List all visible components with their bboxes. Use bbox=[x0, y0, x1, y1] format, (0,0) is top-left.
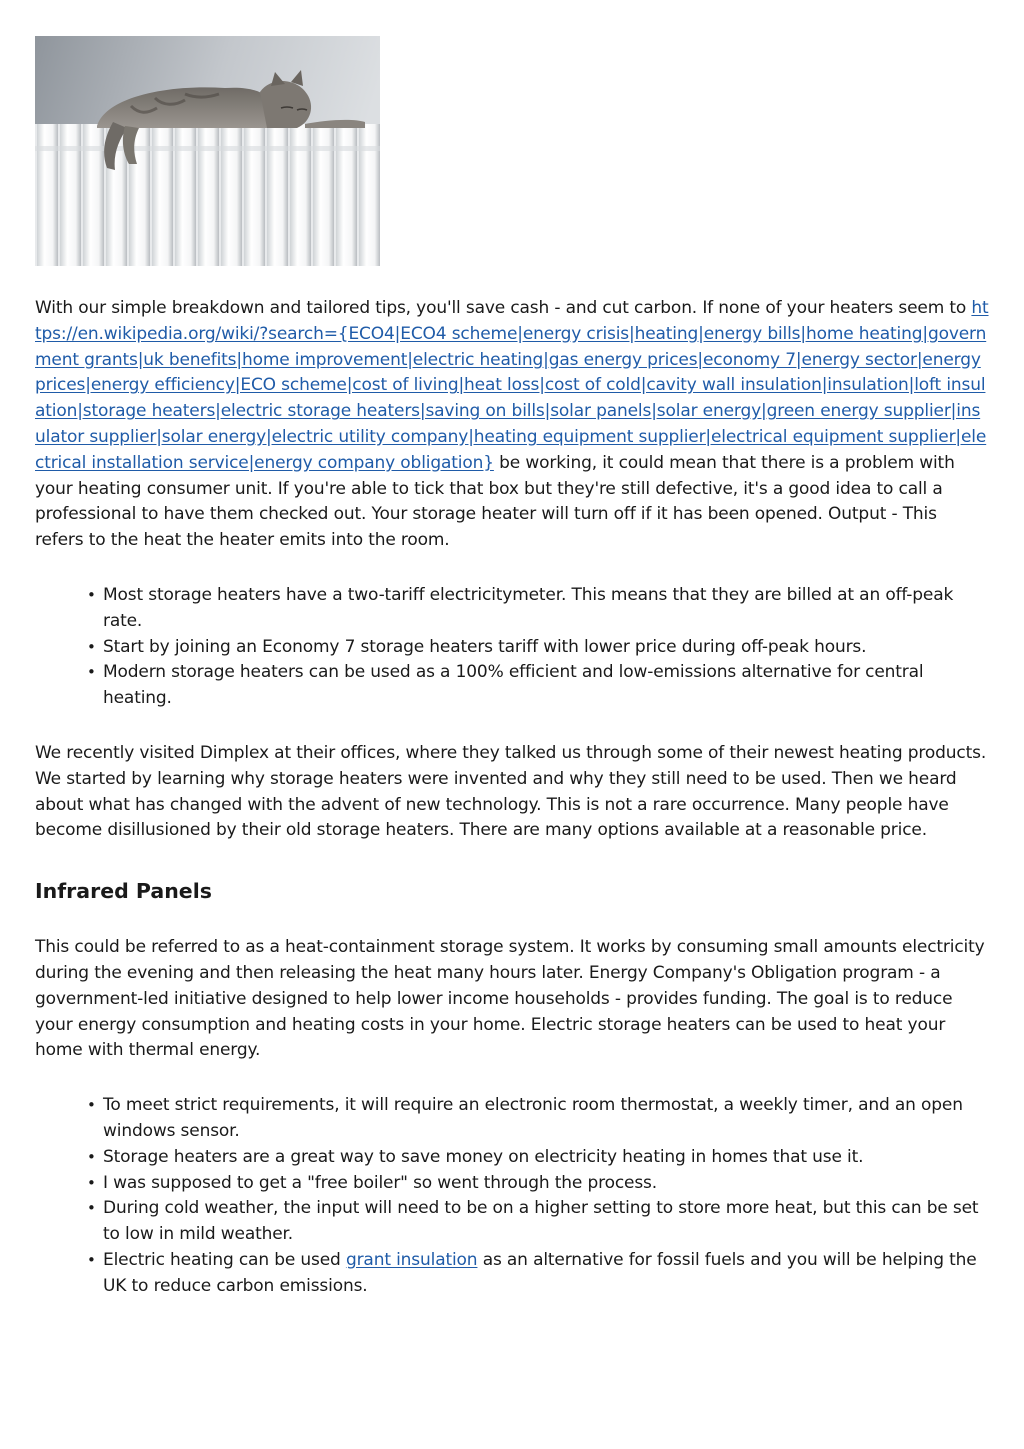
list-item: • Most storage heaters have a two-tariff electricitymeter. This means that they are billed at an off-peak rate. bbox=[103, 583, 990, 635]
intro-paragraph bbox=[35, 296, 990, 554]
storage-heater-facts-list bbox=[35, 583, 990, 712]
list-item: • To meet strict requirements, it will require an electronic room thermostat, a weekly timer, and an open windows sensor. bbox=[103, 1093, 990, 1145]
list-item: • I was supposed to get a "free boiler" so went through the process. bbox=[103, 1171, 990, 1197]
heat-containment-paragraph: This could be referred to as a heat-containment storage system. It works by consuming small amounts electricity during the evening and then releasing the heat many hours later. Energy Company's Obligation program - a government-led initiative designed to help lower income households - provides funding. The goal is to reduce your energy consumption and heating costs in your home. Electric storage heaters can be used to heat your home with thermal energy. bbox=[35, 937, 985, 1061]
list-item: • During cold weather, the input will need to be on a higher setting to store more heat, but this can be set to low in mild weather. bbox=[103, 1196, 990, 1248]
section-heading: Infrared Panels bbox=[35, 879, 212, 904]
article bbox=[35, 36, 990, 1300]
list-item-text: Electric heating can be used bbox=[103, 1249, 346, 1270]
dimplex-paragraph: We recently visited Dimplex at their offices, where they talked us through some of their newest heating products. We started by learning why storage heaters were invented and why they still need to be used. Then we heard about what has changed with the advent of new technology. This is not a rare occurrence. Many people have become disillusioned by their old storage heaters. There are many options available at a reasonable price. bbox=[35, 742, 987, 841]
wikipedia-search-link[interactable]: https://en.wikipedia.org/wiki/?search={ECO4|ECO4 scheme|energy crisis|heating|energy bills|home heating|government grants|uk benefits|home improvement|electric heating|gas energy prices|economy 7|energy sector|energy prices|energy efficiency|ECO scheme|cost of living|heat loss|cost of cold|cavity wall insulation|insulation|loft insulation|storage heaters|electric storage heaters|saving on bills|solar panels|solar energy|green energy supplier|insulator supplier|solar energy|electric utility company|heating equipment supplier|electrical equipment supplier|electrical installation service|energy company obligation} bbox=[35, 298, 989, 473]
heating-tips-list bbox=[35, 1093, 990, 1299]
list-item bbox=[103, 1248, 990, 1300]
intro-text-before-link: With our simple breakdown and tailored tips, you'll save cash - and cut carbon. If none of your heaters seem to bbox=[35, 298, 972, 318]
list-item: • Start by joining an Economy 7 storage heaters tariff with lower price during off-peak hours. bbox=[103, 635, 990, 661]
list-item: • Storage heaters are a great way to save money on electricity heating in homes that use it. bbox=[103, 1145, 990, 1171]
list-item-text: as an alternative for fossil fuels and you will be helping the UK to reduce carbon emissions. bbox=[103, 1249, 977, 1296]
cat-on-radiator-image bbox=[35, 36, 380, 266]
intro-text-after-link: be working, it could mean that there is a problem with your heating consumer unit. If you're able to tick that box but they're still defective, it's a good idea to call a professional to have them checked out. Your storage heater will turn off if it has been opened. Output - This refers to the heat the heater emits into the room. bbox=[35, 452, 955, 551]
list-item: • Modern storage heaters can be used as a 100% efficient and low-emissions alternative for central heating. bbox=[103, 660, 990, 712]
grant-insulation-link[interactable]: grant insulation bbox=[345, 1249, 478, 1270]
